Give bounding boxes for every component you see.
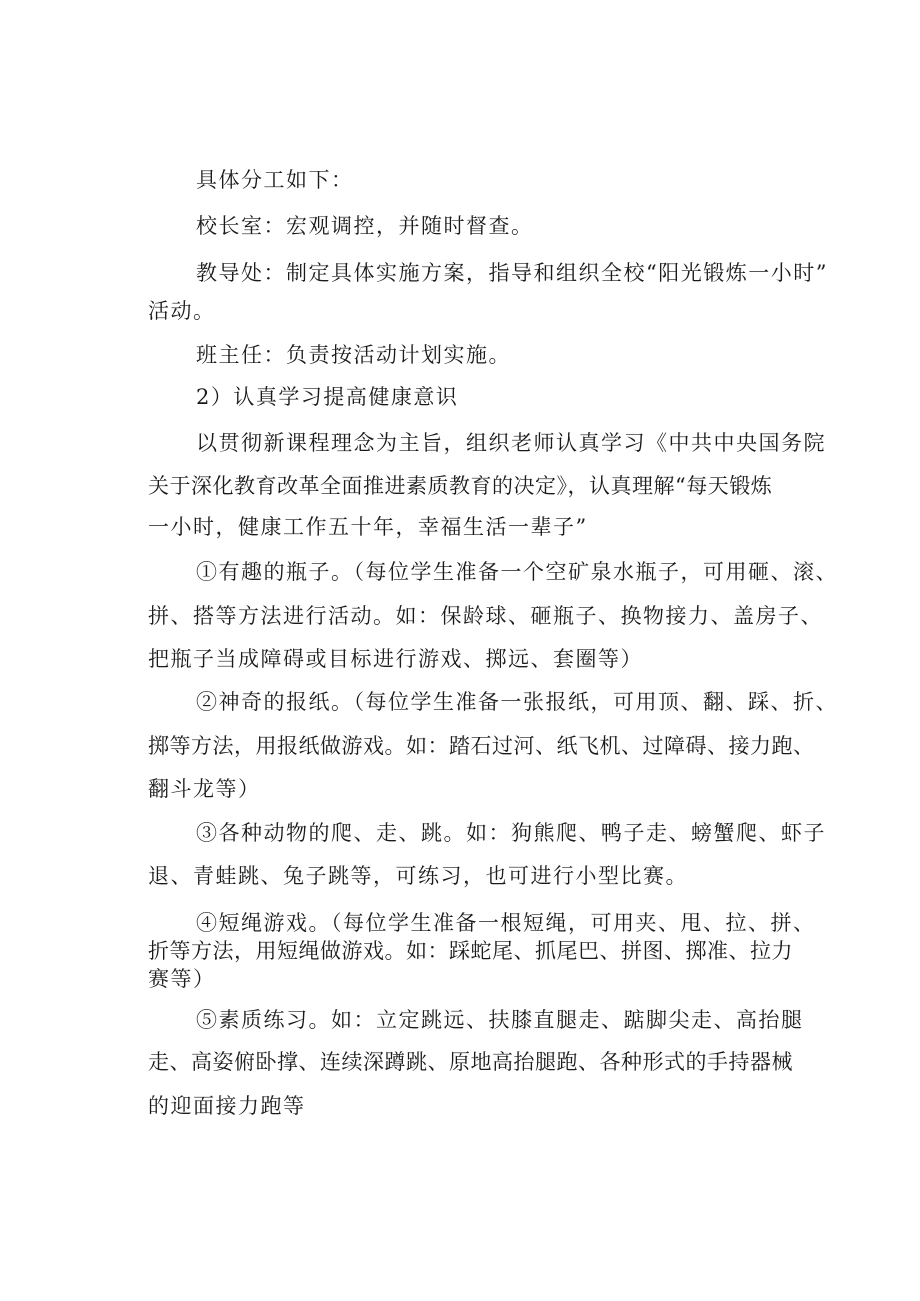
item-4-jump-rope-line-3: 赛等） [148,967,216,991]
item-1-bottles-line-1: ①有趣的瓶子。（每位学生准备一个空矿泉水瓶子，可用砸、滚、 [196,560,838,584]
study-paragraph-line-3: 一小时，健康工作五十年，幸福生活一辈子” [148,515,588,539]
item-2-newspaper-line-2: 掷等方法，用报纸做游戏。如：踏石过河、纸飞机、过障碍、接力跑、 [148,734,815,758]
item-2-newspaper-line-1: ②神奇的报纸。（每位学生准备一张报纸，可用顶、翻、踩、折、 [196,690,838,714]
item-2-newspaper-line-3: 翻斗龙等） [148,777,261,801]
item-5-fitness-line-2: 走、高姿俯卧撑、连续深蹲跳、原地高抬腿跑、各种形式的手持器械 [148,1050,793,1074]
item-5-fitness-line-1: ⑤素质练习。如：立定跳远、扶膝直腿走、踮脚尖走、高抬腿 [196,1008,804,1032]
principal-office-line-1: 校长室：宏观调控，并随时督查。 [196,214,534,238]
item-5-fitness-line-3: 的迎面接力跑等 [148,1094,306,1118]
division-intro-line-1: 具体分工如下： [196,168,354,192]
section-2-heading: 2）认真学习提高健康意识 [196,385,459,409]
item-1-bottles-line-3: 把瓶子当成障碍或目标进行游戏、掷远、套圈等） [148,647,643,671]
study-paragraph-line-1: 以贯彻新课程理念为主旨，组织老师认真学习《中共中央国务院 [196,431,826,455]
item-3-animals-line-1: ③各种动物的爬、走、跳。如：狗熊爬、鸭子走、螃蟹爬、虾子 [196,821,826,845]
academic-affairs-line-1: 教导处：制定具体实施方案，指导和组织全校“阳光锻炼一小时” [196,261,828,285]
academic-affairs-line-2: 活动。 [148,299,216,323]
study-paragraph-line-2: 关于深化教育改革全面推进素质教育的决定》，认真理解“每天锻炼 [148,474,773,498]
item-4-jump-rope-line-1: ④短绳游戏。（每位学生准备一根短绳，可用夹、甩、拉、拼、 [196,911,816,935]
item-1-bottles-line-2: 拼、搭等方法进行活动。如：保龄球、砸瓶子、换物接力、盖房子、 [148,604,823,628]
head-teacher-line-1: 班主任：负责按活动计划实施。 [196,343,511,367]
item-3-animals-line-2: 退、青蛙跳、兔子跳等，可练习，也可进行小型比赛。 [148,864,688,888]
item-4-jump-rope-line-2: 折等方法，用短绳做游戏。如：踩蛇尾、抓尾巴、拼图、掷准、拉力 [148,939,793,963]
